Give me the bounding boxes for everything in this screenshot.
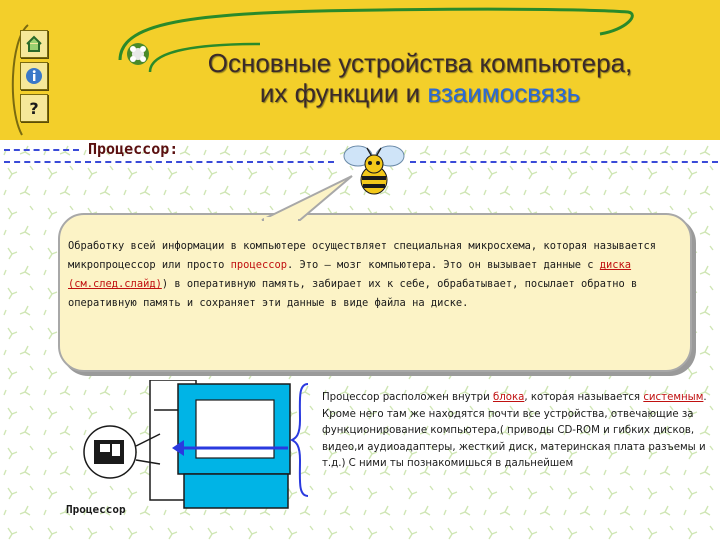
bubble-text-2: . Это – мозг компьютера. Это он вызывает данные с bbox=[286, 259, 594, 271]
note-text-3: . Кроме него там же находятся почти все устройства, отвечающие за функционирование компьютера,( приводы CD-ROM и гибких дисков, видео,и аудиоадаптеры, жесткий диск, материнская плата разъемы и т.д.) С ними ты познакомишься в дальнейшем bbox=[322, 392, 707, 469]
note-text-2: , которая называется bbox=[524, 392, 641, 403]
title-line-2-a: их функции и bbox=[259, 78, 421, 108]
term-processor: процессор bbox=[230, 259, 287, 271]
title-line-1: Основные устройства компьютера, bbox=[207, 48, 633, 78]
title-line-2-b: взаимосвязь bbox=[427, 78, 581, 108]
section-heading: Процессор: bbox=[88, 140, 179, 158]
help-icon: ? bbox=[29, 98, 39, 118]
bubble-text-1: Обработку всей информации в компьютере осуществляет специальная микросхема, которая называется микропроцессор или просто bbox=[68, 240, 657, 271]
term-block: блока bbox=[492, 392, 525, 403]
term-system: системным bbox=[643, 392, 704, 403]
bubble-text-3: ) в оперативную память, забирает их к себе, обрабатывает, посылает обратно в оперативную память и сохраняет эти данные в виде файла на диске. bbox=[68, 278, 638, 309]
note-text-1: Процессор расположен внутри bbox=[322, 392, 490, 403]
disk-link[interactable]: диска (см.след.слайд) bbox=[68, 259, 632, 290]
cpu-label: Процессор bbox=[66, 503, 126, 516]
